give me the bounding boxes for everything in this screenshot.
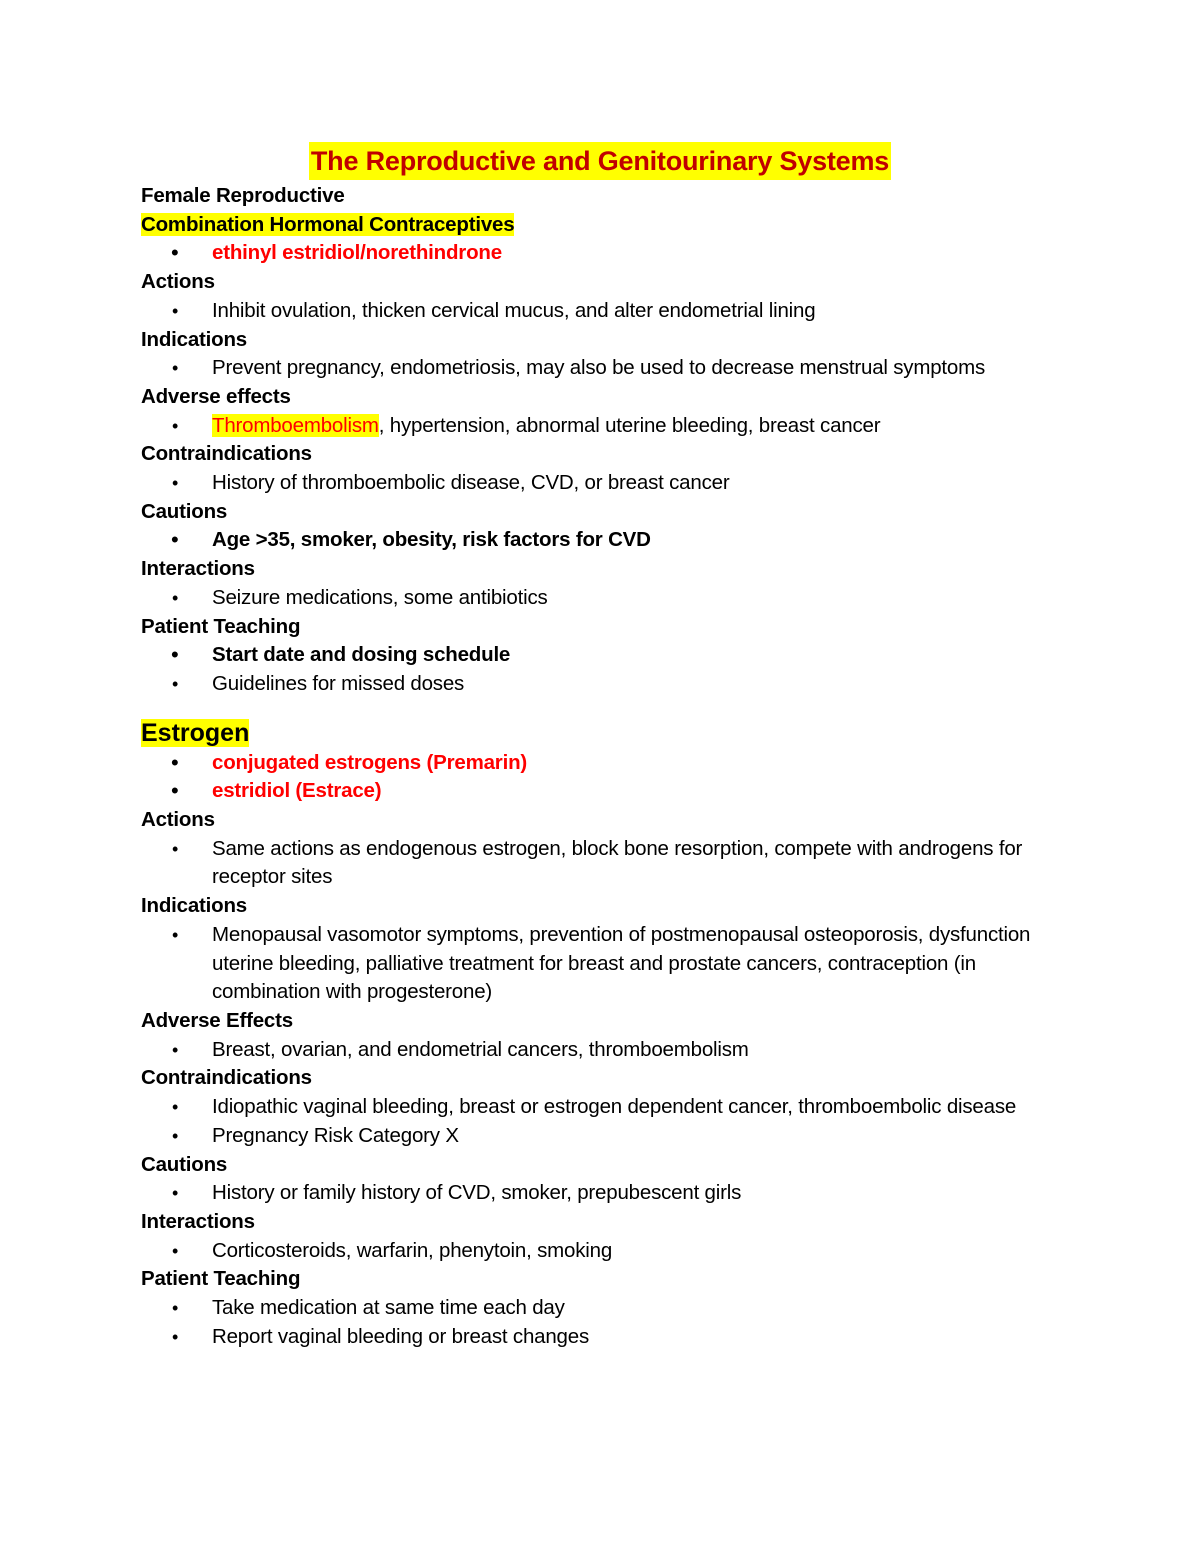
bullet-icon: • — [172, 1240, 179, 1261]
adverse-highlight: Thromboembolism — [212, 413, 379, 437]
bullet-icon: • — [172, 1298, 179, 1319]
spacer — [141, 699, 1081, 717]
list-item — [141, 239, 1081, 268]
adverse-heading: Adverse Effects — [141, 1008, 293, 1032]
drug-name: ethinyl estridiol/norethindrone — [212, 241, 502, 265]
list-item — [141, 777, 1081, 806]
contraindications-text: Idiopathic vaginal bleeding, breast or estrogen dependent cancer, thromboembolic disease — [212, 1095, 1017, 1119]
section-subtitle: Female Reproductive — [141, 184, 345, 207]
bullet-icon: • — [172, 415, 179, 436]
bullet-icon: • — [172, 1326, 179, 1347]
teaching-text: Guidelines for missed doses — [212, 671, 465, 695]
indications-text: Prevent pregnancy, endometriosis, may also be used to decrease menstrual symptoms — [212, 356, 986, 380]
bullet-icon: • — [172, 300, 179, 321]
interactions-heading: Interactions — [141, 1209, 255, 1233]
list-item — [141, 835, 1081, 892]
bullet-icon: • — [172, 1183, 179, 1204]
bullet-icon: • — [172, 473, 179, 494]
bullet-icon: • — [172, 673, 179, 694]
indications-text: Menopausal vasomotor symptoms, prevention of postmenopausal osteoporosis, dysfunction uterine bleeding, palliative treatment for breast and prostate cancers, contraception (in combination with progesterone) — [212, 922, 1031, 1004]
contraindications-heading: Contraindications — [141, 1066, 312, 1090]
list-item — [141, 1294, 1081, 1323]
bullet-icon: • — [171, 527, 179, 553]
list-item — [141, 749, 1081, 778]
list-item — [141, 1122, 1081, 1151]
actions-text: Same actions as endogenous estrogen, block bone resorption, compete with androgens for receptor sites — [212, 836, 1023, 889]
document-body — [141, 182, 1081, 1351]
bullet-icon: • — [172, 1125, 179, 1146]
adverse-text: Breast, ovarian, and endometrial cancers, thromboembolism — [212, 1037, 749, 1061]
teaching-text: Start date and dosing schedule — [212, 643, 511, 667]
page-title: The Reproductive and Genitourinary Systems — [309, 142, 891, 180]
drug-name: estridiol (Estrace) — [212, 779, 382, 803]
list-item — [141, 921, 1081, 1007]
teaching-text: Report vaginal bleeding or breast changes — [212, 1324, 589, 1348]
list-item — [141, 670, 1081, 699]
list-item — [141, 1237, 1081, 1266]
teaching-heading: Patient Teaching — [141, 614, 301, 638]
indications-heading: Indications — [141, 327, 248, 351]
list-item — [141, 354, 1081, 383]
bullet-icon: • — [172, 1039, 179, 1060]
bullet-icon: • — [171, 240, 179, 266]
adverse-text: , hypertension, abnormal uterine bleeding, breast cancer — [378, 413, 881, 437]
contraindications-text: Pregnancy Risk Category X — [212, 1123, 459, 1147]
actions-heading: Actions — [141, 808, 215, 832]
list-item — [141, 297, 1081, 326]
list-item — [141, 412, 1081, 441]
list-item — [141, 1323, 1081, 1352]
cautions-heading: Cautions — [141, 499, 228, 523]
drug-class-heading — [141, 717, 1081, 749]
drug-class-heading — [141, 211, 1081, 240]
teaching-heading: Patient Teaching — [141, 1267, 301, 1291]
contraindications-text: History of thromboembolic disease, CVD, or breast cancer — [212, 471, 730, 495]
bullet-icon: • — [172, 587, 179, 608]
list-item — [141, 469, 1081, 498]
teaching-text: Take medication at same time each day — [212, 1296, 565, 1320]
bullet-icon: • — [172, 838, 179, 859]
bullet-icon: • — [171, 778, 179, 804]
cautions-text: History or family history of CVD, smoker, prepubescent girls — [212, 1181, 742, 1205]
list-item — [141, 526, 1081, 555]
bullet-icon: • — [171, 642, 179, 668]
actions-heading: Actions — [141, 270, 215, 294]
bullet-icon: • — [172, 358, 179, 379]
indications-heading: Indications — [141, 894, 248, 918]
list-item — [141, 1036, 1081, 1065]
adverse-heading: Adverse effects — [141, 384, 291, 408]
drug-class-label: Combination Hormonal Contraceptives — [141, 212, 515, 236]
bullet-icon: • — [171, 749, 179, 775]
bullet-icon: • — [172, 924, 179, 945]
interactions-text: Corticosteroids, warfarin, phenytoin, smoking — [212, 1238, 613, 1262]
interactions-text: Seizure medications, some antibiotics — [212, 585, 548, 609]
list-item — [141, 1093, 1081, 1122]
interactions-heading: Interactions — [141, 557, 255, 581]
drug-class-label: Estrogen — [141, 718, 250, 747]
title-container — [0, 142, 1200, 180]
list-item — [141, 1179, 1081, 1208]
actions-text: Inhibit ovulation, thicken cervical mucus, and alter endometrial lining — [212, 298, 816, 322]
list-item — [141, 641, 1081, 670]
drug-name: conjugated estrogens (Premarin) — [212, 750, 528, 774]
contraindications-heading: Contraindications — [141, 442, 312, 466]
cautions-text: Age >35, smoker, obesity, risk factors for CVD — [212, 528, 651, 552]
cautions-heading: Cautions — [141, 1152, 228, 1176]
bullet-icon: • — [172, 1097, 179, 1118]
list-item — [141, 584, 1081, 613]
